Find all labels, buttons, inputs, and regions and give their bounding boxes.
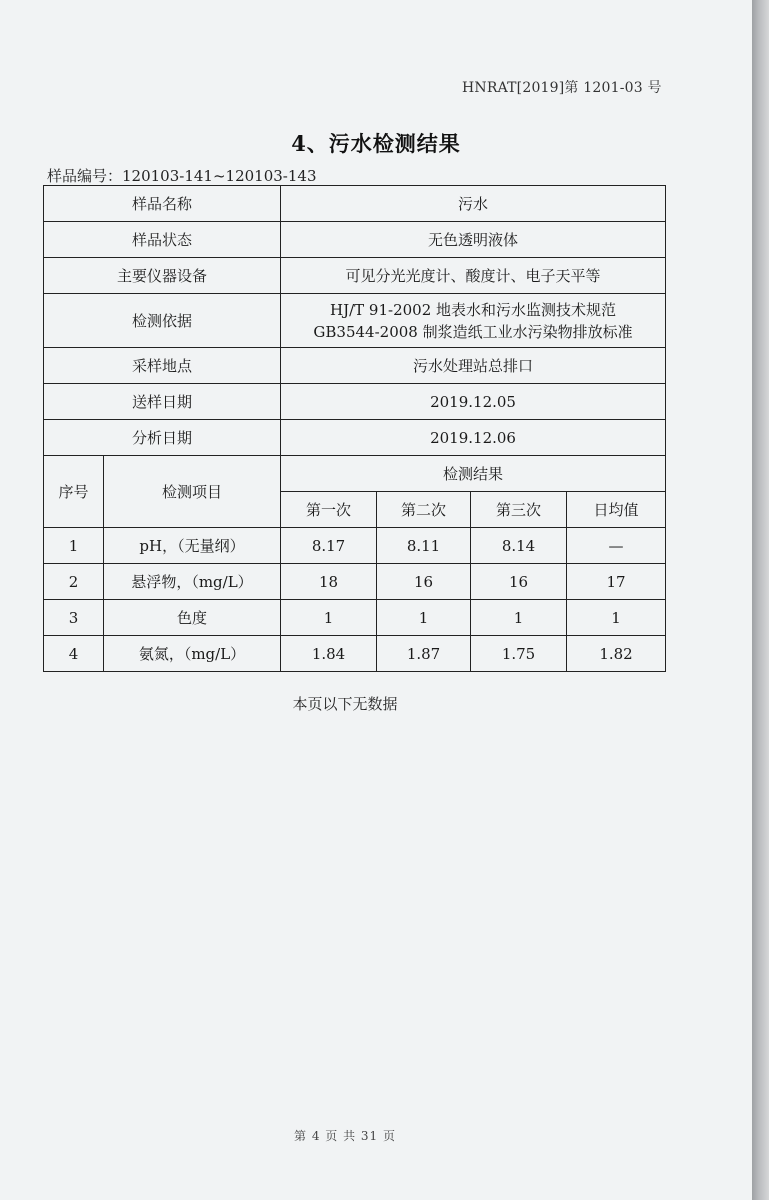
- info-label: 样品状态: [44, 222, 281, 258]
- info-row: [44, 258, 666, 294]
- section-title: 4、污水检测结果: [291, 131, 461, 156]
- row-v2: 1.87: [377, 636, 471, 672]
- info-value: 污水处理站总排口: [281, 348, 666, 384]
- header-result: 检测结果: [281, 456, 666, 492]
- info-value: 2019.12.06: [281, 420, 666, 456]
- info-row: [44, 222, 666, 258]
- info-value: 无色透明液体: [281, 222, 666, 258]
- row-v1: 1.84: [281, 636, 377, 672]
- row-item: 悬浮物，（mg/L）: [104, 564, 281, 600]
- row-avg: 1.82: [567, 636, 666, 672]
- row-v3: 8.14: [471, 528, 567, 564]
- row-v3: 1: [471, 600, 567, 636]
- info-row: [44, 294, 666, 348]
- sample-number: 样品编号：120103-141~120103-143: [47, 167, 317, 185]
- info-value: 可见分光光度计、酸度计、电子天平等: [281, 258, 666, 294]
- row-v2: 16: [377, 564, 471, 600]
- info-label: 采样地点: [44, 348, 281, 384]
- info-label: 样品名称: [44, 186, 281, 222]
- header-daily-avg: 日均值: [567, 492, 666, 528]
- row-v2: 8.11: [377, 528, 471, 564]
- row-avg: 1: [567, 600, 666, 636]
- row-v1: 8.17: [281, 528, 377, 564]
- page-edge: [752, 0, 769, 1200]
- info-value-multiline: [281, 294, 666, 348]
- table-row: [44, 600, 666, 636]
- row-seq: 1: [44, 528, 104, 564]
- info-value-line: GB3544-2008 制浆造纸工业水污染物排放标准: [313, 322, 633, 341]
- no-more-data-note: 本页以下无数据: [292, 695, 398, 713]
- table-row: [44, 564, 666, 600]
- info-value: 2019.12.05: [281, 384, 666, 420]
- row-avg: 17: [567, 564, 666, 600]
- report-number: HNRAT[2019]第 1201-03 号: [462, 80, 662, 96]
- info-label: 分析日期: [44, 420, 281, 456]
- info-label: 送样日期: [44, 384, 281, 420]
- info-row: [44, 186, 666, 222]
- header-third: 第三次: [471, 492, 567, 528]
- info-value: 污水: [281, 186, 666, 222]
- header-item: 检测项目: [104, 456, 281, 528]
- results-table: [43, 185, 666, 672]
- row-v3: 1.75: [471, 636, 567, 672]
- info-row: [44, 384, 666, 420]
- row-v1: 18: [281, 564, 377, 600]
- table-row: [44, 636, 666, 672]
- info-row: [44, 348, 666, 384]
- info-row: [44, 420, 666, 456]
- row-v1: 1: [281, 600, 377, 636]
- row-seq: 3: [44, 600, 104, 636]
- results-header-row: [44, 456, 666, 492]
- header-seq: 序号: [44, 456, 104, 528]
- row-v3: 16: [471, 564, 567, 600]
- header-first: 第一次: [281, 492, 377, 528]
- info-label: 检测依据: [44, 294, 281, 348]
- row-item: pH，（无量纲）: [104, 528, 281, 564]
- row-v2: 1: [377, 600, 471, 636]
- header-second: 第二次: [377, 492, 471, 528]
- table-row: [44, 528, 666, 564]
- row-item: 色度: [104, 600, 281, 636]
- info-label: 主要仪器设备: [44, 258, 281, 294]
- row-seq: 2: [44, 564, 104, 600]
- row-seq: 4: [44, 636, 104, 672]
- row-avg: —: [567, 528, 666, 564]
- info-value-line: HJ/T 91-2002 地表水和污水监测技术规范: [330, 300, 617, 319]
- row-item: 氨氮，（mg/L）: [104, 636, 281, 672]
- page-number: 第 4 页 共 31 页: [294, 1129, 396, 1143]
